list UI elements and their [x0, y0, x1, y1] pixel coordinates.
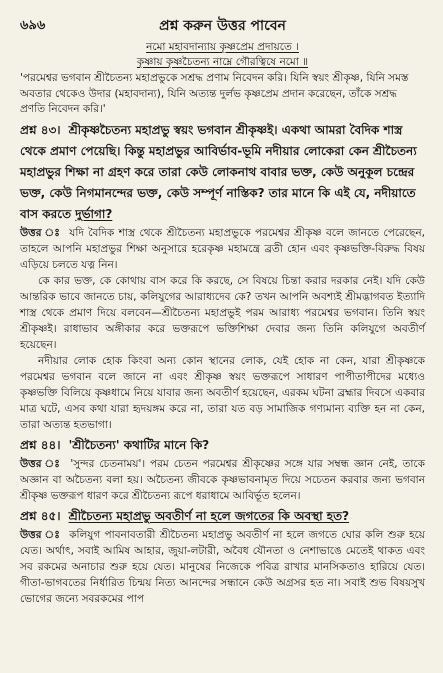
answer-43-paragraph-3: নদীয়ার লোক হোক কিংবা অন্য কোন স্থানের লোক, যেই হোক না কেন, যারা শ্রীকৃষ্ণকে পরমেশ্বর ভগবান বলে জানে না এবং শ্রীকৃষ্ণ স্বয়ং ভক্তরূপে সাধারণ পাপীতাপীদের মধ্যেও কৃষ্ণভক্তি বিলিয়ে কৃষ্ণধামে নিয়ে যাবার জন্য অবতীর্ণ হয়েছেন, এরকম ঘটনা ব্রহ্মার দিবসে একবার মাত্র ঘটে, এসব কথা যারা হৃদয়ঙ্গম করে না, তারা যত বড় সামাজিক গণ্যমান্য ব্যক্তি হন না কেন, তারা অত্যন্ত হতভাগা।	[20, 354, 425, 431]
answer-label: উত্তর ঃ	[20, 528, 61, 541]
question-label: প্রশ্ন ৪৩।	[20, 122, 61, 137]
page-header	[20, 0, 425, 40]
answer-43	[20, 225, 425, 273]
question-text: শ্রীচৈতন্য মহাপ্রভু অবতীর্ণ না হলে জগতের কি অবস্থা হত?	[68, 508, 350, 523]
answer-text: কলিযুগ পাবনাবতারী শ্রীচৈতন্য মহাপ্রভু অবতীর্ণ না হলে জগতে ঘোর কলি শুরু হয়ে যেত। অর্থাৎ, সবাই আমিষ আহার, জুয়া-লটারী, অবৈধ যৌনতা ও নেশাভাঙে মেতেই থাকত এবং সব রকমের অনাচার শুরু হয়ে যেত। মানুষের নিজেকে পবিত্র রাখার মানসিকতাও হারিয়ে যেত। গীতা-ভাগবতের নির্ধারিত চিন্ময় নিত্য আনন্দের সন্ধানে কেউ অগ্রসর হত না। সবাই শুভ বিষয়সুখ ভোগের জন্যে সবরকমের পাপ	[20, 528, 425, 605]
sanskrit-verse	[20, 40, 425, 70]
question-text: শ্রীকৃষ্ণচৈতন্য মহাপ্রভু স্বয়ং ভগবান শ্রীকৃষ্ণই। একথা আমরা বৈদিক শাস্ত্র থেকে প্রমাণ পেয়েছি। কিন্তু মহাপ্রভুর আবির্ভাব-ভূমি নদীয়ার লোকেরা কেন শ্রীচৈতন্য মহাপ্রভুর শিক্ষা না গ্রহণ করে তারা কেউ লোকনাথ বাবার ভক্ত, কেউ অনুকূল চন্দ্রের ভক্ত, কেউ নিগমানন্দের ভক্ত, কেউ সম্পূর্ণ নাস্তিক? তার মানে কি এই যে, নদীয়াতে বাস করতে	[20, 122, 417, 221]
question-44	[20, 435, 425, 456]
question-text: 'শ্রীচৈতন্য' কথাটির মানে কি?	[68, 437, 210, 452]
answer-44	[20, 456, 425, 504]
question-text-underlined: দুর্ভাগা?	[75, 206, 113, 221]
answer-label: উত্তর ঃ	[20, 226, 61, 239]
answer-label: উত্তর ঃ	[20, 457, 62, 470]
verse-line-2: কৃষ্ণায় কৃষ্ণচৈতন্য নাম্নে গৌরত্বিষে নমো ॥	[136, 56, 309, 68]
answer-45	[20, 527, 425, 607]
answer-43-paragraph-2: কে কার ভক্ত, কে কোথায় বাস করে কি করছে, সে বিষয়ে চিন্তা করার দরকার নেই। যদি কেউ আন্তরিক ভাবে জানতে চায়, কলিযুগের আরাধ্যদেব কে? তখন আপনি অবশ্যই শ্রীমদ্ভাগবত ইত্যাদি শাস্ত্র থেকে প্রমাণ দিয়ে বলবেন—শ্রীচৈতন্য মহাপ্রভুই পরম আরাধ্য পরমেশ্বর ভগবান। তিনি স্বয়ং শ্রীকৃষ্ণই। রাধাভাব অঙ্গীকার করে ভক্তরূপে ভক্তিশিক্ষা দেবার জন্য তিনি কলিযুগে অবতীর্ণ হয়েছেন।	[20, 274, 425, 351]
running-title: প্রশ্ন করুন উত্তর পাবেন	[159, 18, 286, 34]
question-label: প্রশ্ন ৪৪।	[20, 437, 61, 452]
question-43	[20, 120, 425, 225]
answer-text: 'সুন্দর চেতনাময়'। পরম চেতন পরমেশ্বর শ্রীকৃষ্ণের সঙ্গে যার সম্বন্ধ জ্ঞান নেই, তাকে অজ্ঞান বা অচৈতন্য বলা হয়। অচৈতন্য জীবকে কৃষ্ণভাবনামৃত দিয়ে সচেতন করবার জন্য ভগবান শ্রীকৃষ্ণ ভক্তরূপ ধারণ করে শ্রীচৈতন্য রূপে ধরাধামে আবির্ভূত হলেন।	[20, 457, 425, 502]
verse-line-1: নমো মহাবদান্যায় কৃষ্ণপ্রেম প্রদায়তে ।	[146, 41, 299, 53]
question-label: প্রশ্ন ৪৫।	[20, 508, 61, 523]
page-number: ৬৯৬	[20, 18, 46, 33]
verse-translation: 'পরমেশ্বর ভগবান শ্রীচৈতন্য মহাপ্রভুকে সশ্রদ্ধ প্রণাম নিবেদন করি। যিনি স্বয়ং শ্রীকৃষ্ণ, যিনি সমস্ত অবতার থেকেও উদার (মহাবদান্য), যিনি অত্যন্ত দুর্লভ কৃষ্ণপ্রেম প্রদান করেছেন, তাঁকে সশ্রদ্ধ প্রণতি নিবেদন করি।'	[20, 72, 409, 115]
question-45	[20, 506, 425, 527]
answer-text: যদি বৈদিক শাস্ত্র থেকে শ্রীচৈতন্য মহাপ্রভুকে পরমেশ্বর শ্রীকৃষ্ণ বলে জানতে পেরেছেন, তাহলে আপনি মহাপ্রভুর শিক্ষা অনুসারে হরেকৃষ্ণ মহামন্ত্রে ব্রতী হোন এবং কৃষ্ণভক্তি-বিরুদ্ধ বিষয় এড়িয়ে চলতে যত্ন নিন।	[20, 226, 425, 271]
